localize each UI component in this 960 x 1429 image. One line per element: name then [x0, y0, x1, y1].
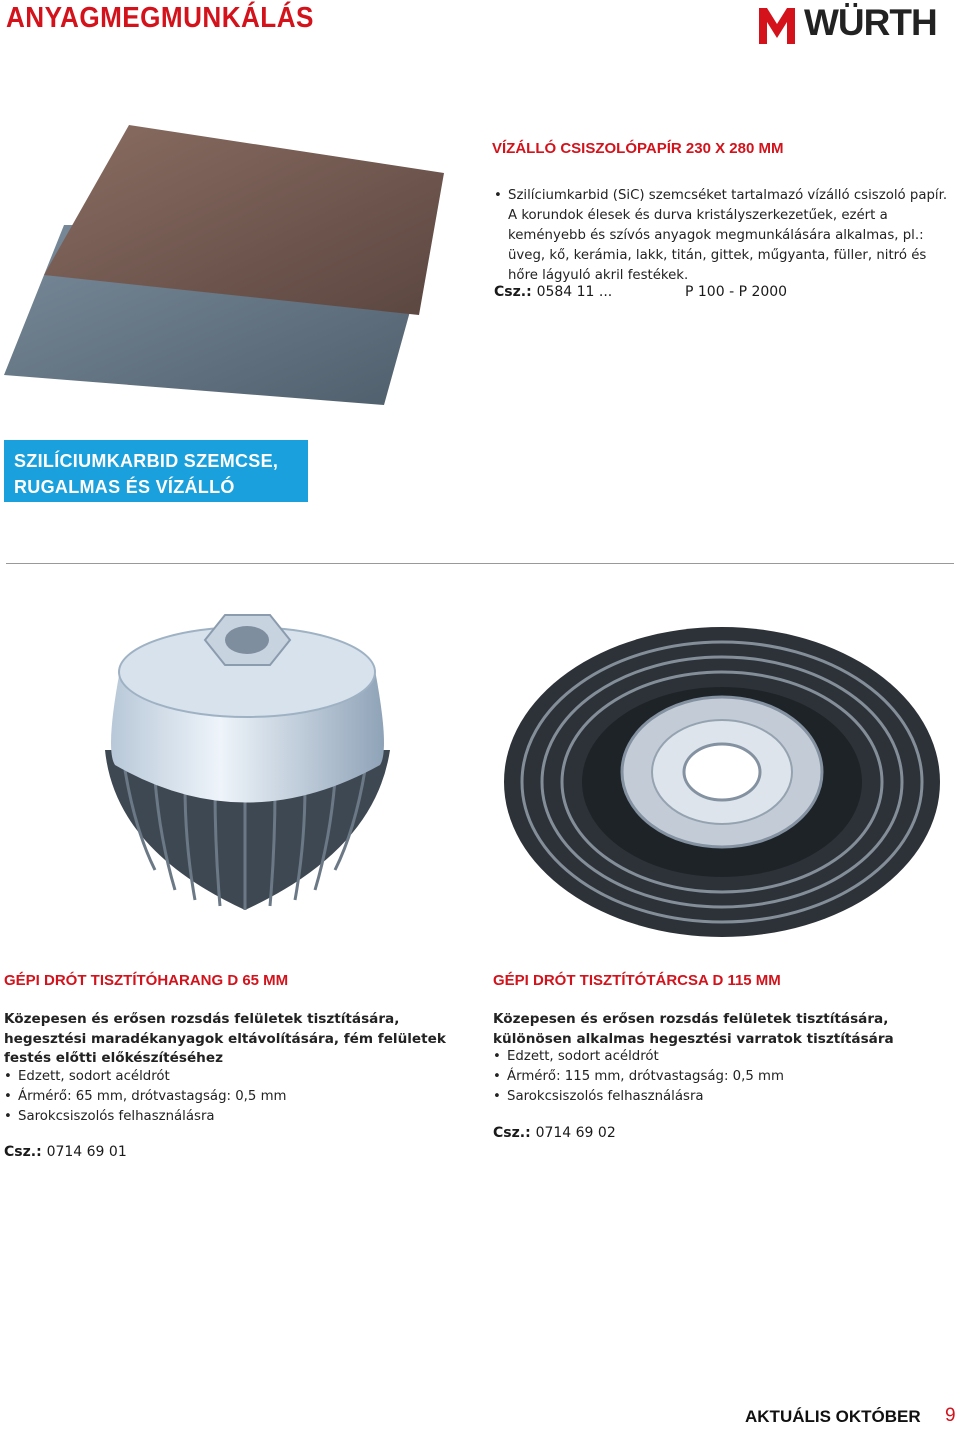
list-item: • Edzett, sodort acéldrót	[493, 1047, 948, 1067]
sandpaper-description-list	[494, 186, 954, 286]
list-item: • Szilíciumkarbid (SiC) szemcséket tartalmazó vízálló csiszoló papír. A korundok élesek és durva kristályszerkezetűek, ezért a keményebb és szívós anyagok megmunkálására alkalmas, pl.: üveg, kő, kerámia, lakk, titán, gittek, műgyanta, füller, nitró és hőre lágyuló akril festékek.	[494, 186, 954, 286]
code-label: Csz.:	[494, 284, 532, 300]
wire-wheel-brush-image	[500, 622, 945, 942]
banner-line-1: SZILÍCIUMKARBID SZEMCSE,	[14, 451, 279, 471]
wurth-logo-mark-icon	[755, 4, 799, 48]
code-value: 0714 69 02	[535, 1125, 616, 1141]
list-item: • Ármérő: 65 mm, drótvastagság: 0,5 mm	[4, 1087, 454, 1107]
brand-logo-text: WÜRTH	[804, 2, 937, 43]
cup-brush-features	[4, 1067, 454, 1127]
sandpaper-title: VÍZÁLLÓ CSISZOLÓPAPÍR 230 X 280 MM	[492, 140, 784, 157]
sandpaper-code	[494, 284, 612, 300]
page-number: 9	[945, 1405, 956, 1426]
wire-cup-brush-image	[85, 600, 415, 920]
wheel-brush-intro: Közepesen és erősen rozsdás felületek tisztítására, különösen alkalmas hegesztési varratok tisztítására	[493, 1011, 894, 1047]
list-item: • Sarokcsiszolós felhasználásra	[493, 1087, 948, 1107]
cup-brush-code	[4, 1144, 127, 1160]
banner-line-2: RUGALMAS ÉS VÍZÁLLÓ HORDOZÓN!	[14, 477, 235, 523]
page-section-title: ANYAGMEGMUNKÁLÁS	[6, 2, 314, 34]
cup-brush-title: GÉPI DRÓT TISZTÍTÓHARANG D 65 MM	[4, 972, 289, 989]
wheel-brush-features	[493, 1047, 948, 1107]
code-label: Csz.:	[4, 1144, 42, 1160]
list-item: • Sarokcsiszolós felhasználásra	[4, 1107, 454, 1127]
code-value: 0714 69 01	[46, 1144, 127, 1160]
code-value: 0584 11 ...	[536, 284, 613, 300]
sandpaper-grit-range: P 100 - P 2000	[685, 284, 788, 300]
wheel-brush-code	[493, 1125, 616, 1141]
list-item: • Ármérő: 115 mm, drótvastagság: 0,5 mm	[493, 1067, 948, 1087]
promo-banner	[4, 440, 308, 523]
section-divider	[6, 563, 954, 564]
code-label: Csz.:	[493, 1125, 531, 1141]
wheel-brush-title: GÉPI DRÓT TISZTÍTÓTÁRCSA D 115 MM	[493, 972, 781, 989]
list-item: • Edzett, sodort acéldrót	[4, 1067, 454, 1087]
cup-brush-intro: Közepesen és erősen rozsdás felületek tisztítására, hegesztési maradékanyagok eltávolítására, fém felületek festés előtti előkészítéséhez	[4, 1011, 446, 1066]
footer-issue-title: AKTUÁLIS OKTÓBER	[745, 1407, 921, 1426]
sandpaper-image	[4, 125, 444, 425]
